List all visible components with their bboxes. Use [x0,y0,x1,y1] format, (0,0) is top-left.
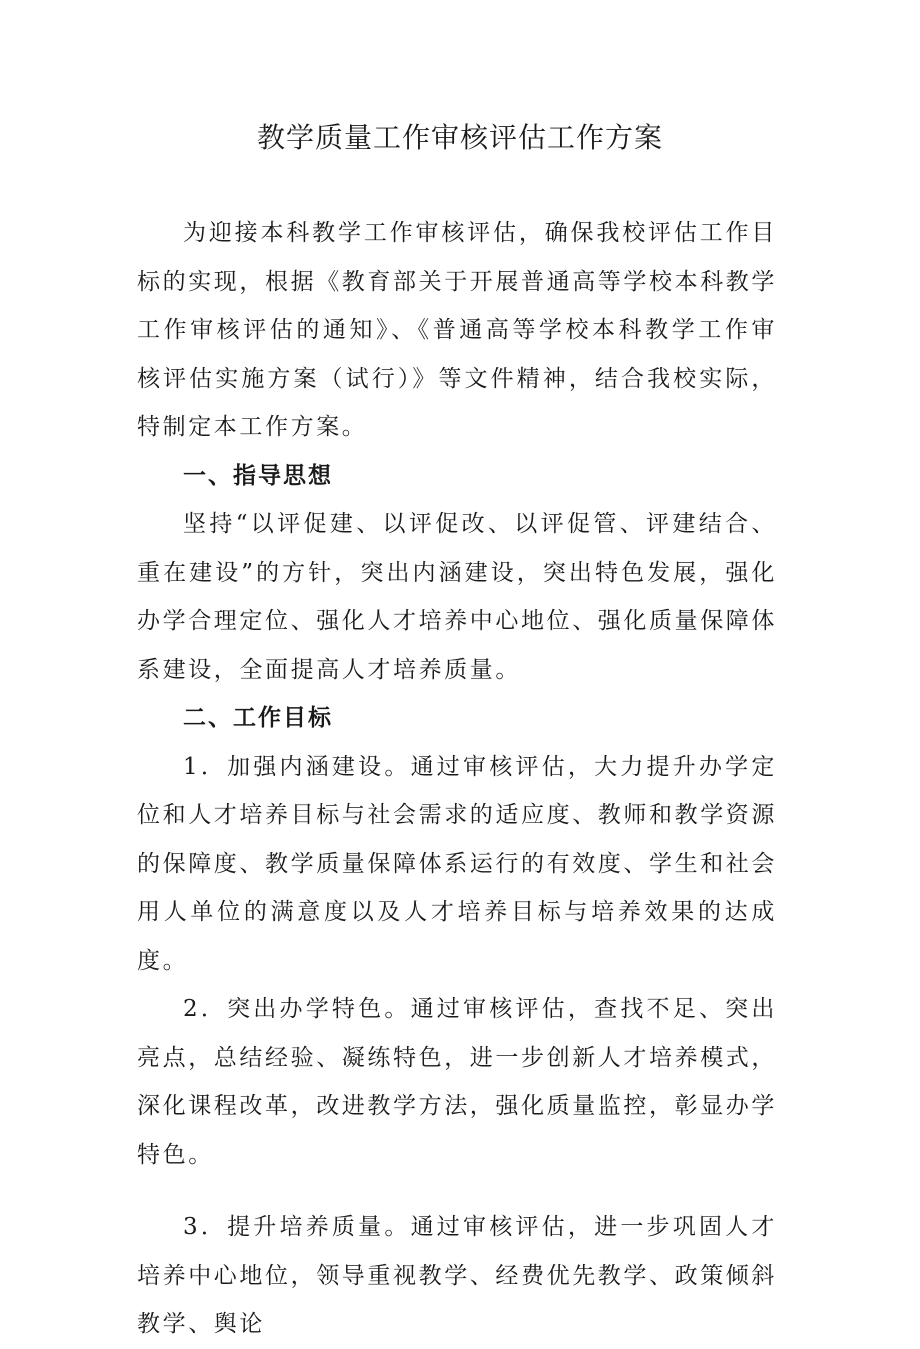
section-heading-work-goals: 二、工作目标 [183,705,333,731]
goal-paragraph-3: 3．提升培养质量。通过审核评估，进一步巩固人才培养中心地位，领导重视教学、经费优先教学、政策倾斜教学、舆论 [137,1214,777,1337]
goal-paragraph-2: 2．突出办学特色。通过审核评估，查找不足、突出亮点，总结经验、凝练特色，进一步创新人才培养模式，深化课程改革，改进教学方法，强化质量监控，彰显办学特色。 [137,996,777,1168]
document-body [137,209,777,1349]
document-title: 教学质量工作审核评估工作方案 [256,121,663,154]
section-heading-guiding-ideology: 一、指导思想 [183,462,333,489]
guiding-ideology-paragraph: 坚持“以评促建、以评促改、以评促管、评建结合、重在建设”的方针，突出内涵建设，突出特色发展，强化办学合理定位、强化人才培养中心地位、强化质量保障体系建设，全面提高人才培养质量。 [137,511,777,683]
intro-paragraph: 为迎接本科教学工作审核评估，确保我校评估工作目标的实现，根据《教育部关于开展普通高等学校本科教学工作审核评估的通知》、《普通高等学校本科教学工作审核评估实施方案（试行）》等文件精神，结合我校实际，特制定本工作方案。 [137,220,777,440]
goal-paragraph-1: 1．加强内涵建设。通过审核评估，大力提升办学定位和人才培养目标与社会需求的适应度、教师和教学资源的保障度、教学质量保障体系运行的有效度、学生和社会用人单位的满意度以及人才培养目标与培养效果的达成度。 [137,753,777,974]
